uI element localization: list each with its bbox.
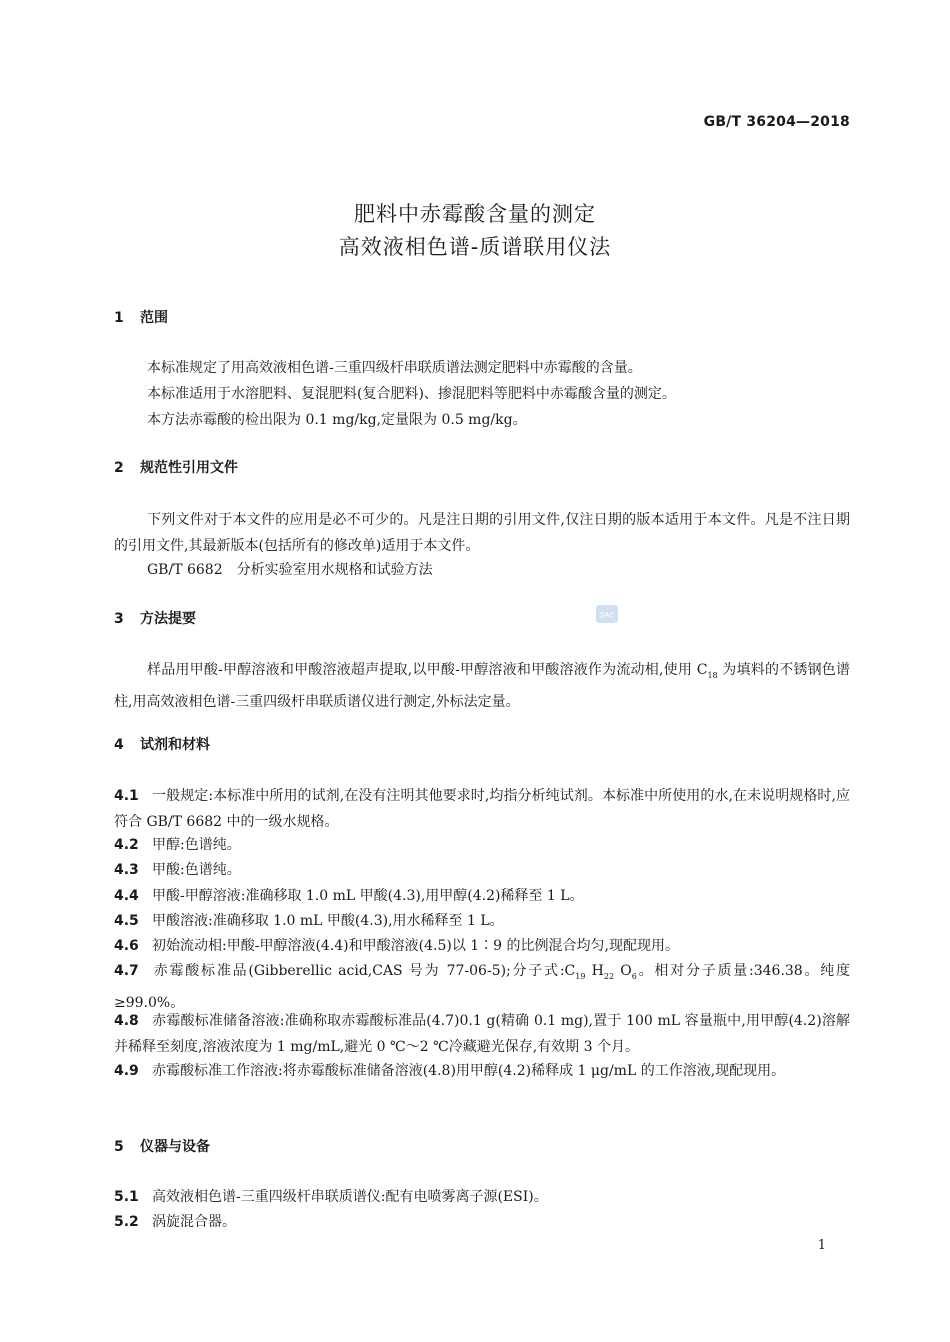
clause-4-6: 4.6 初始流动相:甲酸-甲醇溶液(4.4)和甲酸溶液(4.5)以 1∶9 的比例混合均匀,现配现用。 [114, 938, 679, 954]
section-1-paragraph-2: 本标准适用于水溶肥料、复混肥料(复合肥料)、掺混肥料等肥料中赤霉酸含量的测定。 [147, 386, 676, 402]
section-number: 1 [114, 310, 124, 326]
watermark-text: SAC [599, 611, 615, 619]
section-number: 2 [114, 460, 124, 476]
section-title: 规范性引用文件 [140, 460, 238, 476]
section-1-paragraph-1: 本标准规定了用高效液相色谱-三重四级杆串联质谱法测定肥料中赤霉酸的含量。 [147, 360, 642, 376]
clause-4-1: 4.1 一般规定:本标准中所用的试剂,在没有注明其他要求时,均指分析纯试剂。本标准中所使用的水,在未说明规格时,应符合 GB/T 6682 中的一级水规格。 [114, 788, 850, 830]
section-number: 3 [114, 611, 124, 627]
document-title-line-1: 肥料中赤霉酸含量的测定 [354, 202, 596, 226]
section-number: 4 [114, 737, 124, 753]
section-1-heading [114, 308, 168, 328]
clause-5-2: 5.2 涡旋混合器。 [114, 1214, 236, 1230]
clause-4-8: 4.8 赤霉酸标准储备溶液:准确称取赤霉酸标准品(4.7)0.1 g(精确 0.1 mg),置于 100 mL 容量瓶中,用甲醇(4.2)溶解并稀释至刻度,溶液浓度为 1 mg/mL,避光 0 ℃～2 ℃冷藏避光保存,有效期 3 个月。 [114, 1013, 850, 1055]
clause-4-3: 4.3 甲酸:色谱纯。 [114, 862, 241, 878]
section-3-heading [114, 609, 196, 629]
clause-4-5: 4.5 甲酸溶液:准确移取 1.0 mL 甲酸(4.3),用水稀释至 1 L。 [114, 913, 504, 929]
section-2-paragraph-1: 下列文件对于本文件的应用是必不可少的。凡是注日期的引用文件,仅注日期的版本适用于本文件。凡是不注日期的引用文件,其最新版本(包括所有的修改单)适用于本文件。 [114, 512, 850, 554]
section-title: 方法提要 [140, 611, 196, 627]
clause-4-2: 4.2 甲醇:色谱纯。 [114, 837, 241, 853]
document-title-line-2: 高效液相色谱-质谱联用仪法 [338, 235, 612, 259]
clause-5-1: 5.1 高效液相色谱-三重四级杆串联质谱仪:配有电喷雾离子源(ESI)。 [114, 1189, 548, 1205]
clause-4-7: 4.7 赤霉酸标准品(Gibberellic acid,CAS 号为 77-06-5);分子式$:C_{19}$ $H_{22}$ $O_6$。相对分子质量:346.38。纯度≥99.0%。 [114, 963, 851, 1011]
clause-4-9: 4.9 赤霉酸标准工作溶液:将赤霉酸标准储备溶液(4.8)用甲醇(4.2)稀释成 1 μg/mL 的工作溶液,现配现用。 [114, 1063, 786, 1079]
section-5-heading [114, 1137, 210, 1157]
sac-logo-icon [595, 604, 619, 624]
section-1-paragraph-3: 本方法赤霉酸的检出限为 0.1 mg/kg,定量限为 0.5 mg/kg。 [147, 412, 527, 428]
clause-4-4: 4.4 甲酸-甲醇溶液:准确移取 1.0 mL 甲酸(4.3),用甲醇(4.2)稀释至 1 L。 [114, 888, 584, 904]
standard-code: GB/T 36204—2018 [703, 114, 850, 130]
section-2-heading [114, 458, 238, 478]
section-4-heading [114, 735, 210, 755]
section-2-reference: GB/T 6682 分析实验室用水规格和试验方法 [147, 562, 433, 578]
section-title: 范围 [140, 310, 168, 326]
section-title: 仪器与设备 [140, 1139, 210, 1155]
page-number: 1 [817, 1238, 826, 1253]
section-3-paragraph: 样品用甲酸-甲醇溶液和甲酸溶液超声提取,以甲酸-甲醇溶液和甲酸溶液作为流动相,使用 $C_{18}$ 为填料的不锈钢色谱柱,用高效液相色谱-三重四级杆串联质谱仪进行测定,外标法定量。 [114, 662, 851, 710]
section-number: 5 [114, 1139, 124, 1155]
section-title: 试剂和材料 [140, 737, 210, 753]
